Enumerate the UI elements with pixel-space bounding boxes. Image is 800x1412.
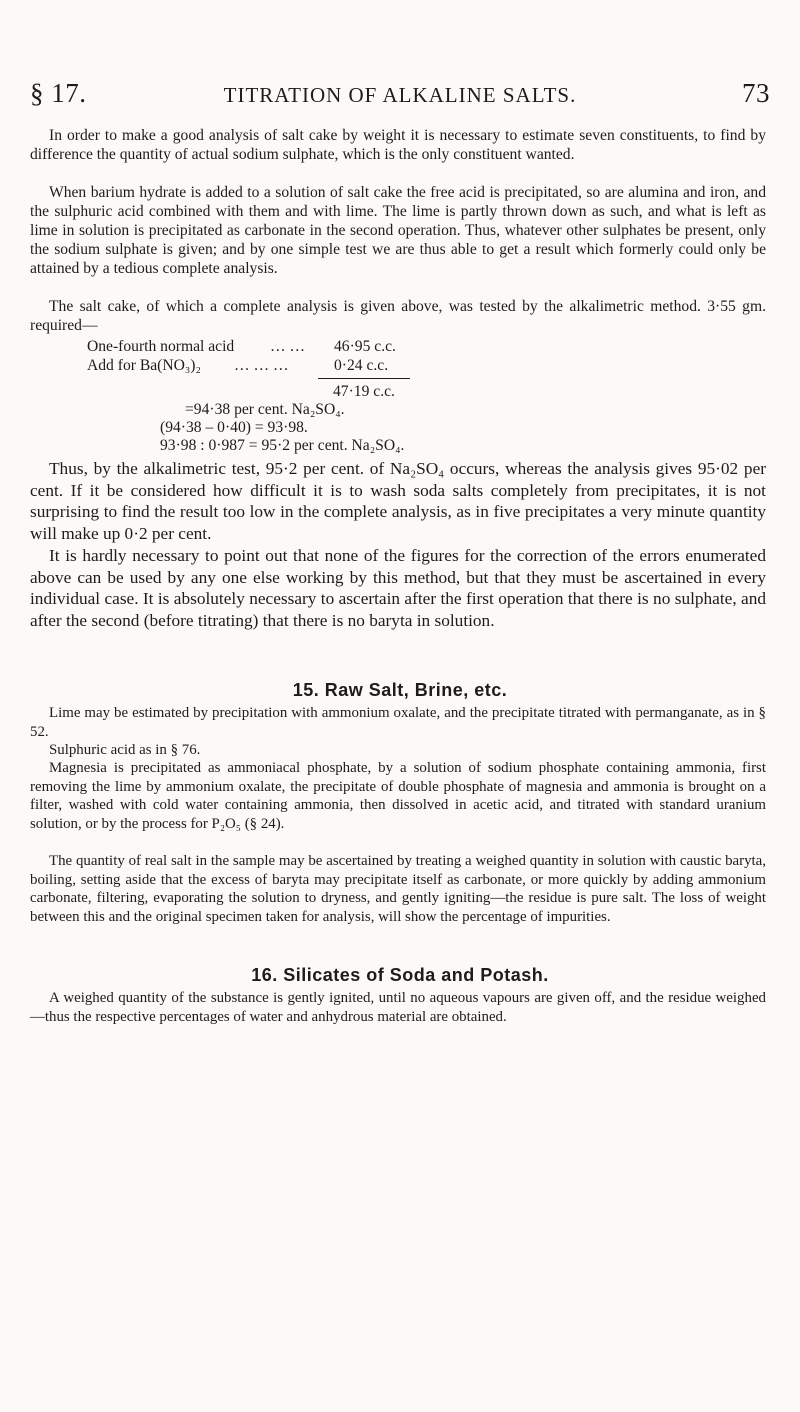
calc-row1-label: One-fourth normal acid [87,338,235,355]
running-title: TITRATION OF ALKALINE SALTS. [223,83,577,107]
paragraph-real-salt: The quantity of real salt in the sample may be ascertained by treating a weighed quantity in solution with caustic baryta, boiling, setting aside that the excess of baryta may precipitate itself as carbonate, or more quickly by adding ammonium carbonate, filtering, evaporating the solution to dryness, and gently igniting—the residue is pure salt. The loss of weight between this and the original specimen taken for analysis, will show the percentage of impurities. [30,853,766,925]
paragraph-barium-hydrate: When barium hydrate is added to a solution of salt cake the free acid is precipitated, so are alumina and iron, and the sulphuric acid combined with them and with lime. The lime is partly thrown down as such, and what is left as lime in solution is precipitated as carbonate in the second operation. Thus, whatever other sulphates be present, only the sodium sulphate is given; and by one simple test we are thus able to get a result which formerly could only be attained by a tedious complete analysis. [30,184,766,277]
paragraph-salt-cake-analysis: In order to make a good analysis of salt cake by weight it is necessary to estimate seven constituents, to find by difference the quantity of actual sodium sulphate, which is the only constituent wanted. [30,127,766,163]
section-15-heading: 15. Raw Salt, Brine, etc. [292,680,508,700]
running-header [30,78,770,118]
paragraph-correction-figures: It is hardly necessary to point out that none of the figures for the correction of the errors enumerated above can be used by any one else working by this method, but that they must be ascertained in every individual case. It is absolutely necessary to ascertain after the first operation that there is no sulphate, and after the second (before titrating) that there is no baryta in solution. [30,546,766,630]
calc-line1: =94·38 per cent. Na₂SO₄. [185,401,345,418]
calc-row1-value: 46·95 c.c. [334,338,396,355]
sum-rule [318,378,410,379]
calc-row1-dots: … … [270,338,306,355]
paragraph-sulphuric-acid: Sulphuric acid as in § 76. [49,742,201,758]
paragraph-silicates: A weighed quantity of the substance is gently ignited, until no aqueous vapours are given off, and the residue weighed—thus the respective percentages of water and anhydrous material are obtained. [30,990,766,1025]
paragraph-magnesia: Magnesia is precipitated as ammoniacal phosphate, by a solution of sodium phosphate containing ammonia, first removing the lime by ammonium oxalate, the precipitate of double phosphate of magnesia and ammonia is brought on a filter, washed with cold water containing ammonia, then dissolved in acetic acid, and titrated with standard uranium solution, or by the process for P₂O₅ (§ 24). [30,760,766,832]
calc-row2-dots: … … … [234,357,289,374]
section-number: § 17. [30,78,87,108]
page-number: 73 [742,78,770,108]
paragraph-comparison: Thus, by the alkalimetric test, 95·2 per cent. of Na₂SO₄ occurs, whereas the analysis gives 95·02 per cent. If it be considered how difficult it is to wash soda salts completely from precipitates, it is not surprising to find the result too low in the complete analysis, as in five precipitates a very minute quantity will make up 0·2 per cent. [30,459,766,543]
paragraph-alkalimetric-test: The salt cake, of which a complete analysis is given above, was tested by the alkalimetric method. 3·55 gm. required— [30,298,766,334]
calc-line3: 93·98 : 0·987 = 95·2 per cent. Na₂SO₄. [160,437,405,454]
calc-total: 47·19 c.c. [333,383,395,400]
paragraph-lime: Lime may be estimated by precipitation with ammonium oxalate, and the precipitate titrated with permanganate, as in § 52. [30,705,766,740]
calc-line2: (94·38 – 0·40) = 93·98. [160,419,308,436]
calc-row2-label: Add for Ba(NO₃)₂ [87,357,201,374]
calc-row2-value: 0·24 c.c. [334,357,389,374]
section-16-heading: 16. Silicates of Soda and Potash. [251,965,549,985]
